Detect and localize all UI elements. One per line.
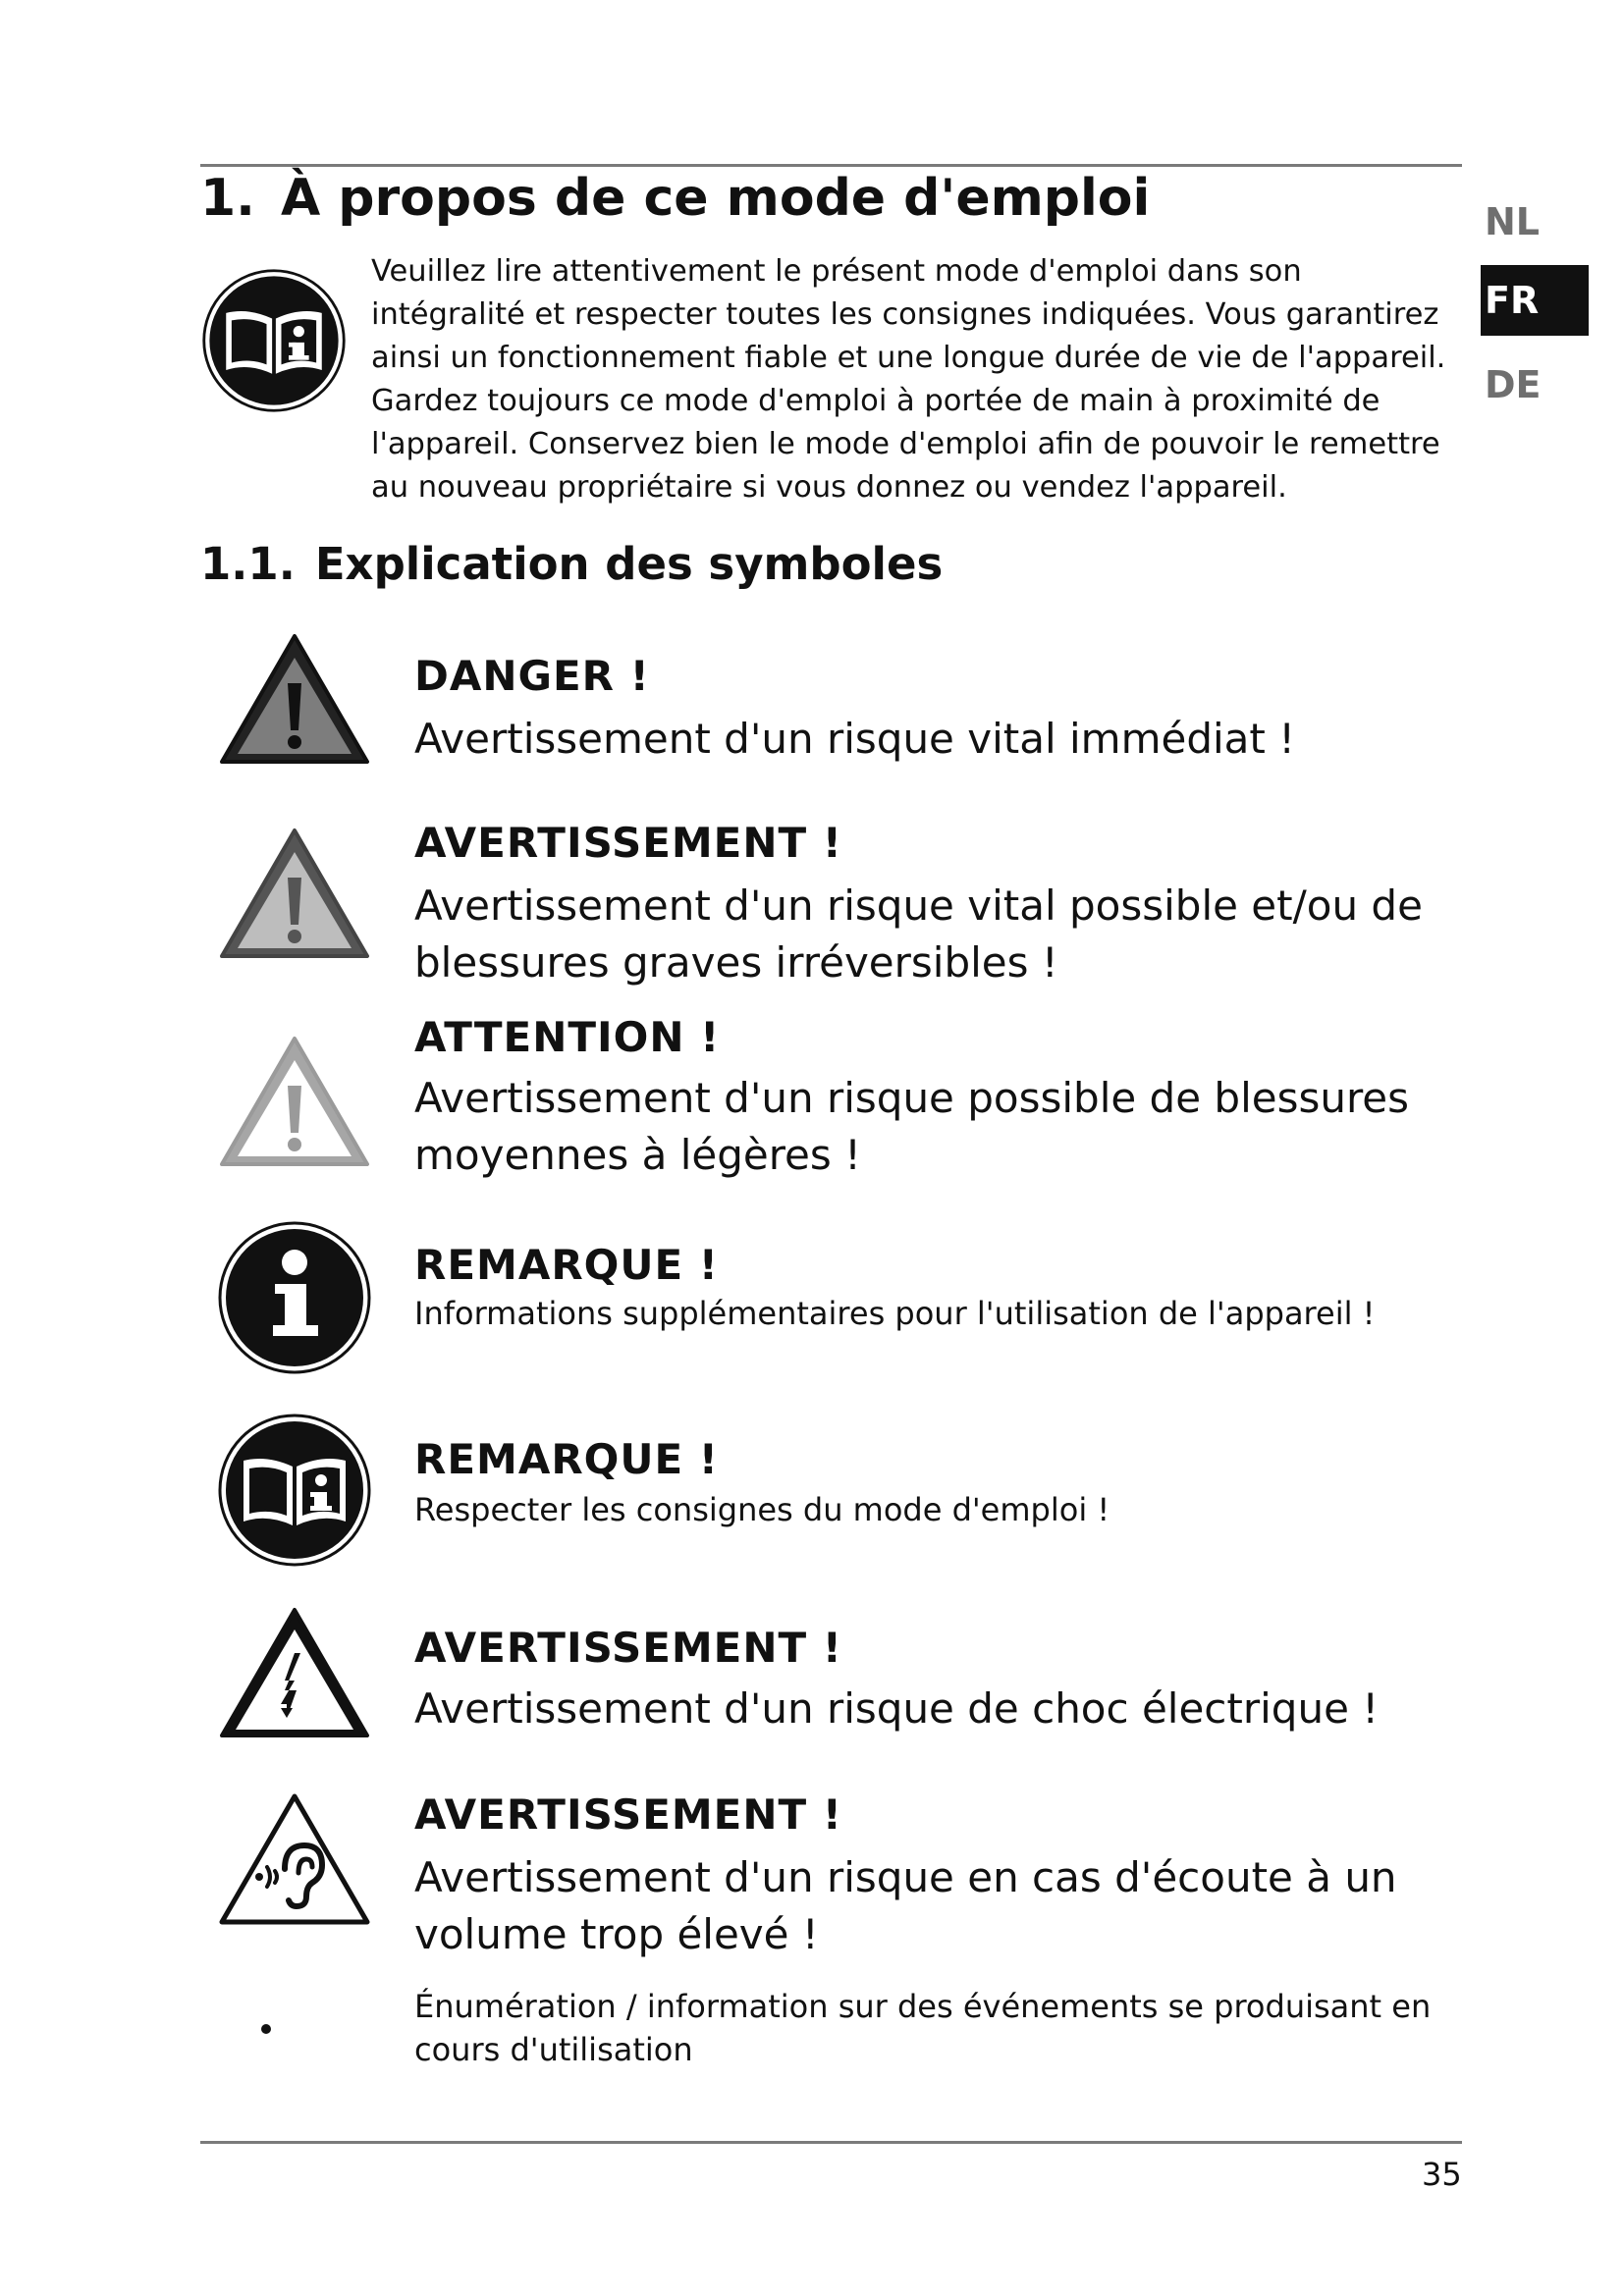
lang-tab-fr: FR [1481, 265, 1589, 336]
ear-volume-icon [216, 1789, 373, 1946]
bullet-dot [261, 2024, 271, 2034]
section-title [200, 538, 943, 590]
lang-tab-de: DE [1485, 363, 1542, 406]
chapter-title [200, 169, 1150, 228]
symbol-text-warning: Avertissement d'un risque vital possible et/ou de blessures graves irréversibles ! [414, 881, 1423, 987]
electric-shock-icon [216, 1602, 373, 1759]
bullet-text: Énumération / information sur des événements se produisant en cours d'utilisation [414, 1988, 1432, 2068]
symbol-title-volume: AVERTISSEMENT ! [414, 1790, 842, 1839]
section-number: 1.1. [200, 538, 296, 590]
page-number: 35 [1422, 2156, 1462, 2193]
intro-paragraph: Veuillez lire attentivement le présent mode d'emploi dans son intégralité et respecter toutes les consignes indiquées. Vous garantirez ainsi un fonctionnement fiable et une longue durée de vie de l'appareil. Gardez toujours ce mode d'emploi à portée de main à proximité de l'appareil. Conservez bien le mode d'emploi afin de pouvoir le remettre au nouveau propriétaire si vous donnez ou vendez l'appareil. [371, 254, 1446, 505]
manual-info-icon [200, 267, 348, 414]
chapter-number: 1. [200, 169, 255, 228]
section-title-text: Explication des symboles [314, 538, 944, 590]
symbol-text-electric: Avertissement d'un risque de choc électrique ! [414, 1684, 1380, 1733]
symbol-title-attention: ATTENTION ! [414, 1013, 721, 1061]
bottom-rule [200, 2141, 1462, 2144]
symbol-title-danger: DANGER ! [414, 652, 650, 700]
chapter-title-text: À propos de ce mode d'emploi [280, 169, 1151, 228]
symbol-title-electric: AVERTISSEMENT ! [414, 1624, 842, 1672]
symbol-text-volume: Avertissement d'un risque en cas d'écoute à un volume trop élevé ! [414, 1853, 1397, 1958]
symbol-title-warning: AVERTISSEMENT ! [414, 819, 842, 867]
top-rule [200, 164, 1462, 167]
symbol-text-remark-manual: Respecter les consignes du mode d'emploi ! [414, 1491, 1110, 1528]
danger-triangle-icon [216, 628, 373, 785]
symbol-text-danger: Avertissement d'un risque vital immédiat ! [414, 715, 1296, 763]
symbol-title-remark-manual: REMARQUE ! [414, 1435, 719, 1483]
caution-triangle-icon [216, 1031, 373, 1188]
symbol-title-remark-info: REMARQUE ! [414, 1241, 719, 1289]
info-circle-icon [216, 1219, 373, 1376]
warning-triangle-icon [216, 823, 373, 980]
manual-info-icon [216, 1412, 373, 1569]
symbol-text-attention: Avertissement d'un risque possible de blessures moyennes à légères ! [414, 1074, 1410, 1179]
lang-tab-nl: NL [1485, 200, 1541, 243]
symbol-text-remark-info: Informations supplémentaires pour l'utilisation de l'appareil ! [414, 1295, 1376, 1332]
